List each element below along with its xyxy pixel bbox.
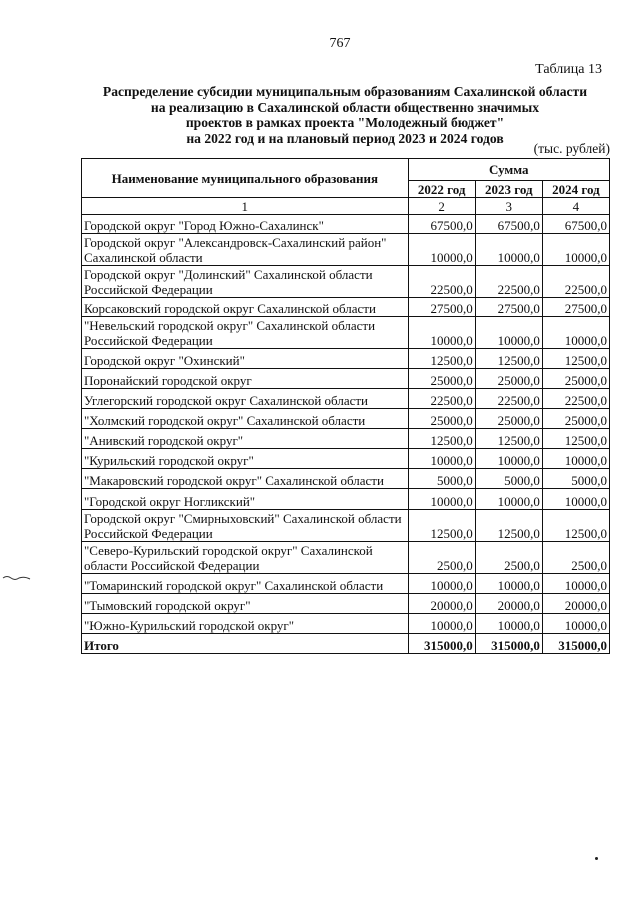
row-value-2024: 5000,0 — [542, 469, 609, 489]
row-value-2023: 10000,0 — [475, 574, 542, 594]
row-name: "Северо-Курильский городской округ" Сахалинской области Российской Федерации — [82, 542, 409, 574]
row-name: Углегорский городской округ Сахалинской области — [82, 389, 409, 409]
units-label: (тыс. рублей) — [533, 141, 610, 156]
row-name: Городской округ "Александровск-Сахалинский район" Сахалинской области — [82, 234, 409, 266]
row-value-2022: 5000,0 — [408, 469, 475, 489]
row-value-2023: 10000,0 — [475, 234, 542, 266]
row-value-2024: 22500,0 — [542, 389, 609, 409]
row-value-2024: 12500,0 — [542, 510, 609, 542]
header-sum: Сумма — [408, 159, 609, 181]
row-value-2024: 10000,0 — [542, 489, 609, 510]
row-value-2022: 22500,0 — [408, 389, 475, 409]
row-value-2023: 22500,0 — [475, 389, 542, 409]
row-value-2022: 20000,0 — [408, 594, 475, 614]
speck-mark — [595, 857, 598, 860]
row-value-2024: 10000,0 — [542, 234, 609, 266]
title-line: Распределение субсидии муниципальным образованиям Сахалинской области — [102, 84, 588, 99]
row-name: "Тымовский городской округ" — [82, 594, 409, 614]
subsidy-table — [81, 158, 610, 654]
row-value-2022: 10000,0 — [408, 234, 475, 266]
total-row — [82, 634, 610, 654]
row-value-2022: 67500,0 — [408, 215, 475, 234]
total-value-2022: 315000,0 — [408, 634, 475, 654]
header-year-2024: 2024 год — [542, 181, 609, 198]
header-name: Наименование муниципального образования — [82, 159, 409, 198]
row-value-2024: 2500,0 — [542, 542, 609, 574]
row-name: "Невельский городской округ" Сахалинской области Российской Федерации — [82, 317, 409, 349]
title-line: на реализацию в Сахалинской области общественно значимых — [150, 99, 540, 115]
table-row — [82, 614, 610, 634]
row-value-2024: 67500,0 — [542, 215, 609, 234]
row-value-2023: 25000,0 — [475, 409, 542, 429]
row-value-2022: 10000,0 — [408, 317, 475, 349]
row-name: "Томаринский городской округ" Сахалинской области — [82, 574, 409, 594]
row-value-2023: 27500,0 — [475, 298, 542, 317]
row-name: "Городской округ Ногликский" — [82, 489, 409, 510]
header-year-2022: 2022 год — [408, 181, 475, 198]
row-value-2023: 12500,0 — [475, 429, 542, 449]
document-title — [60, 84, 630, 146]
row-value-2023: 25000,0 — [475, 369, 542, 389]
index-cell: 4 — [542, 198, 609, 215]
index-cell: 2 — [408, 198, 475, 215]
table-row — [82, 489, 610, 510]
row-value-2023: 2500,0 — [475, 542, 542, 574]
row-value-2022: 12500,0 — [408, 349, 475, 369]
row-value-2023: 10000,0 — [475, 614, 542, 634]
row-value-2022: 10000,0 — [408, 489, 475, 510]
row-value-2022: 12500,0 — [408, 510, 475, 542]
table-row — [82, 574, 610, 594]
total-value-2024: 315000,0 — [542, 634, 609, 654]
row-value-2023: 10000,0 — [475, 489, 542, 510]
row-value-2022: 12500,0 — [408, 429, 475, 449]
table-row — [82, 449, 610, 469]
row-value-2024: 25000,0 — [542, 369, 609, 389]
table-row — [82, 369, 610, 389]
total-label: Итого — [82, 634, 409, 654]
row-value-2024: 12500,0 — [542, 429, 609, 449]
row-value-2022: 10000,0 — [408, 574, 475, 594]
title-line: проектов в рамках проекта "Молодежный бюджет" — [185, 115, 505, 130]
row-name: "Курильский городской округ" — [82, 449, 409, 469]
table-row — [82, 429, 610, 449]
row-value-2024: 10000,0 — [542, 574, 609, 594]
row-value-2024: 10000,0 — [542, 614, 609, 634]
row-name: Корсаковский городской округ Сахалинской области — [82, 298, 409, 317]
title-line: на 2022 год и на плановый период 2023 и 2024 годов — [186, 130, 504, 146]
index-cell: 3 — [475, 198, 542, 215]
row-name: Городской округ "Охинский" — [82, 349, 409, 369]
table-row — [82, 510, 610, 542]
row-name: Городской округ "Долинский" Сахалинской области Российской Федерации — [82, 266, 409, 298]
table-row — [82, 389, 610, 409]
table-row — [82, 298, 610, 317]
table-row — [82, 317, 610, 349]
table-row — [82, 542, 610, 574]
row-name: Городской округ "Смирныховский" Сахалинской области Российской Федерации — [82, 510, 409, 542]
index-cell: 1 — [82, 198, 409, 215]
row-value-2022: 2500,0 — [408, 542, 475, 574]
row-name: "Макаровский городской округ" Сахалинской области — [82, 469, 409, 489]
table-row — [82, 409, 610, 429]
row-value-2023: 67500,0 — [475, 215, 542, 234]
row-name: "Холмский городской округ" Сахалинской области — [82, 409, 409, 429]
row-value-2023: 10000,0 — [475, 449, 542, 469]
row-value-2023: 12500,0 — [475, 349, 542, 369]
row-value-2023: 22500,0 — [475, 266, 542, 298]
row-name: "Анивский городской округ" — [82, 429, 409, 449]
row-value-2022: 27500,0 — [408, 298, 475, 317]
row-value-2022: 10000,0 — [408, 449, 475, 469]
table-row — [82, 594, 610, 614]
row-name: Городской округ "Город Южно-Сахалинск" — [82, 215, 409, 234]
total-value-2023: 315000,0 — [475, 634, 542, 654]
row-name: "Южно-Курильский городской округ" — [82, 614, 409, 634]
page-number: 767 — [329, 36, 351, 51]
row-value-2024: 12500,0 — [542, 349, 609, 369]
row-value-2022: 22500,0 — [408, 266, 475, 298]
row-value-2023: 20000,0 — [475, 594, 542, 614]
row-value-2024: 22500,0 — [542, 266, 609, 298]
table-row — [82, 234, 610, 266]
row-value-2024: 10000,0 — [542, 317, 609, 349]
table-row — [82, 266, 610, 298]
row-name: Поронайский городской округ — [82, 369, 409, 389]
row-value-2024: 10000,0 — [542, 449, 609, 469]
table-row — [82, 469, 610, 489]
row-value-2024: 20000,0 — [542, 594, 609, 614]
table-label: Таблица 13 — [535, 62, 602, 77]
row-value-2023: 5000,0 — [475, 469, 542, 489]
margin-mark — [2, 573, 32, 583]
row-value-2023: 12500,0 — [475, 510, 542, 542]
row-value-2024: 25000,0 — [542, 409, 609, 429]
table-row — [82, 215, 610, 234]
row-value-2024: 27500,0 — [542, 298, 609, 317]
header-year-2023: 2023 год — [475, 181, 542, 198]
row-value-2022: 25000,0 — [408, 409, 475, 429]
table-row — [82, 349, 610, 369]
row-value-2023: 10000,0 — [475, 317, 542, 349]
row-value-2022: 25000,0 — [408, 369, 475, 389]
row-value-2022: 10000,0 — [408, 614, 475, 634]
